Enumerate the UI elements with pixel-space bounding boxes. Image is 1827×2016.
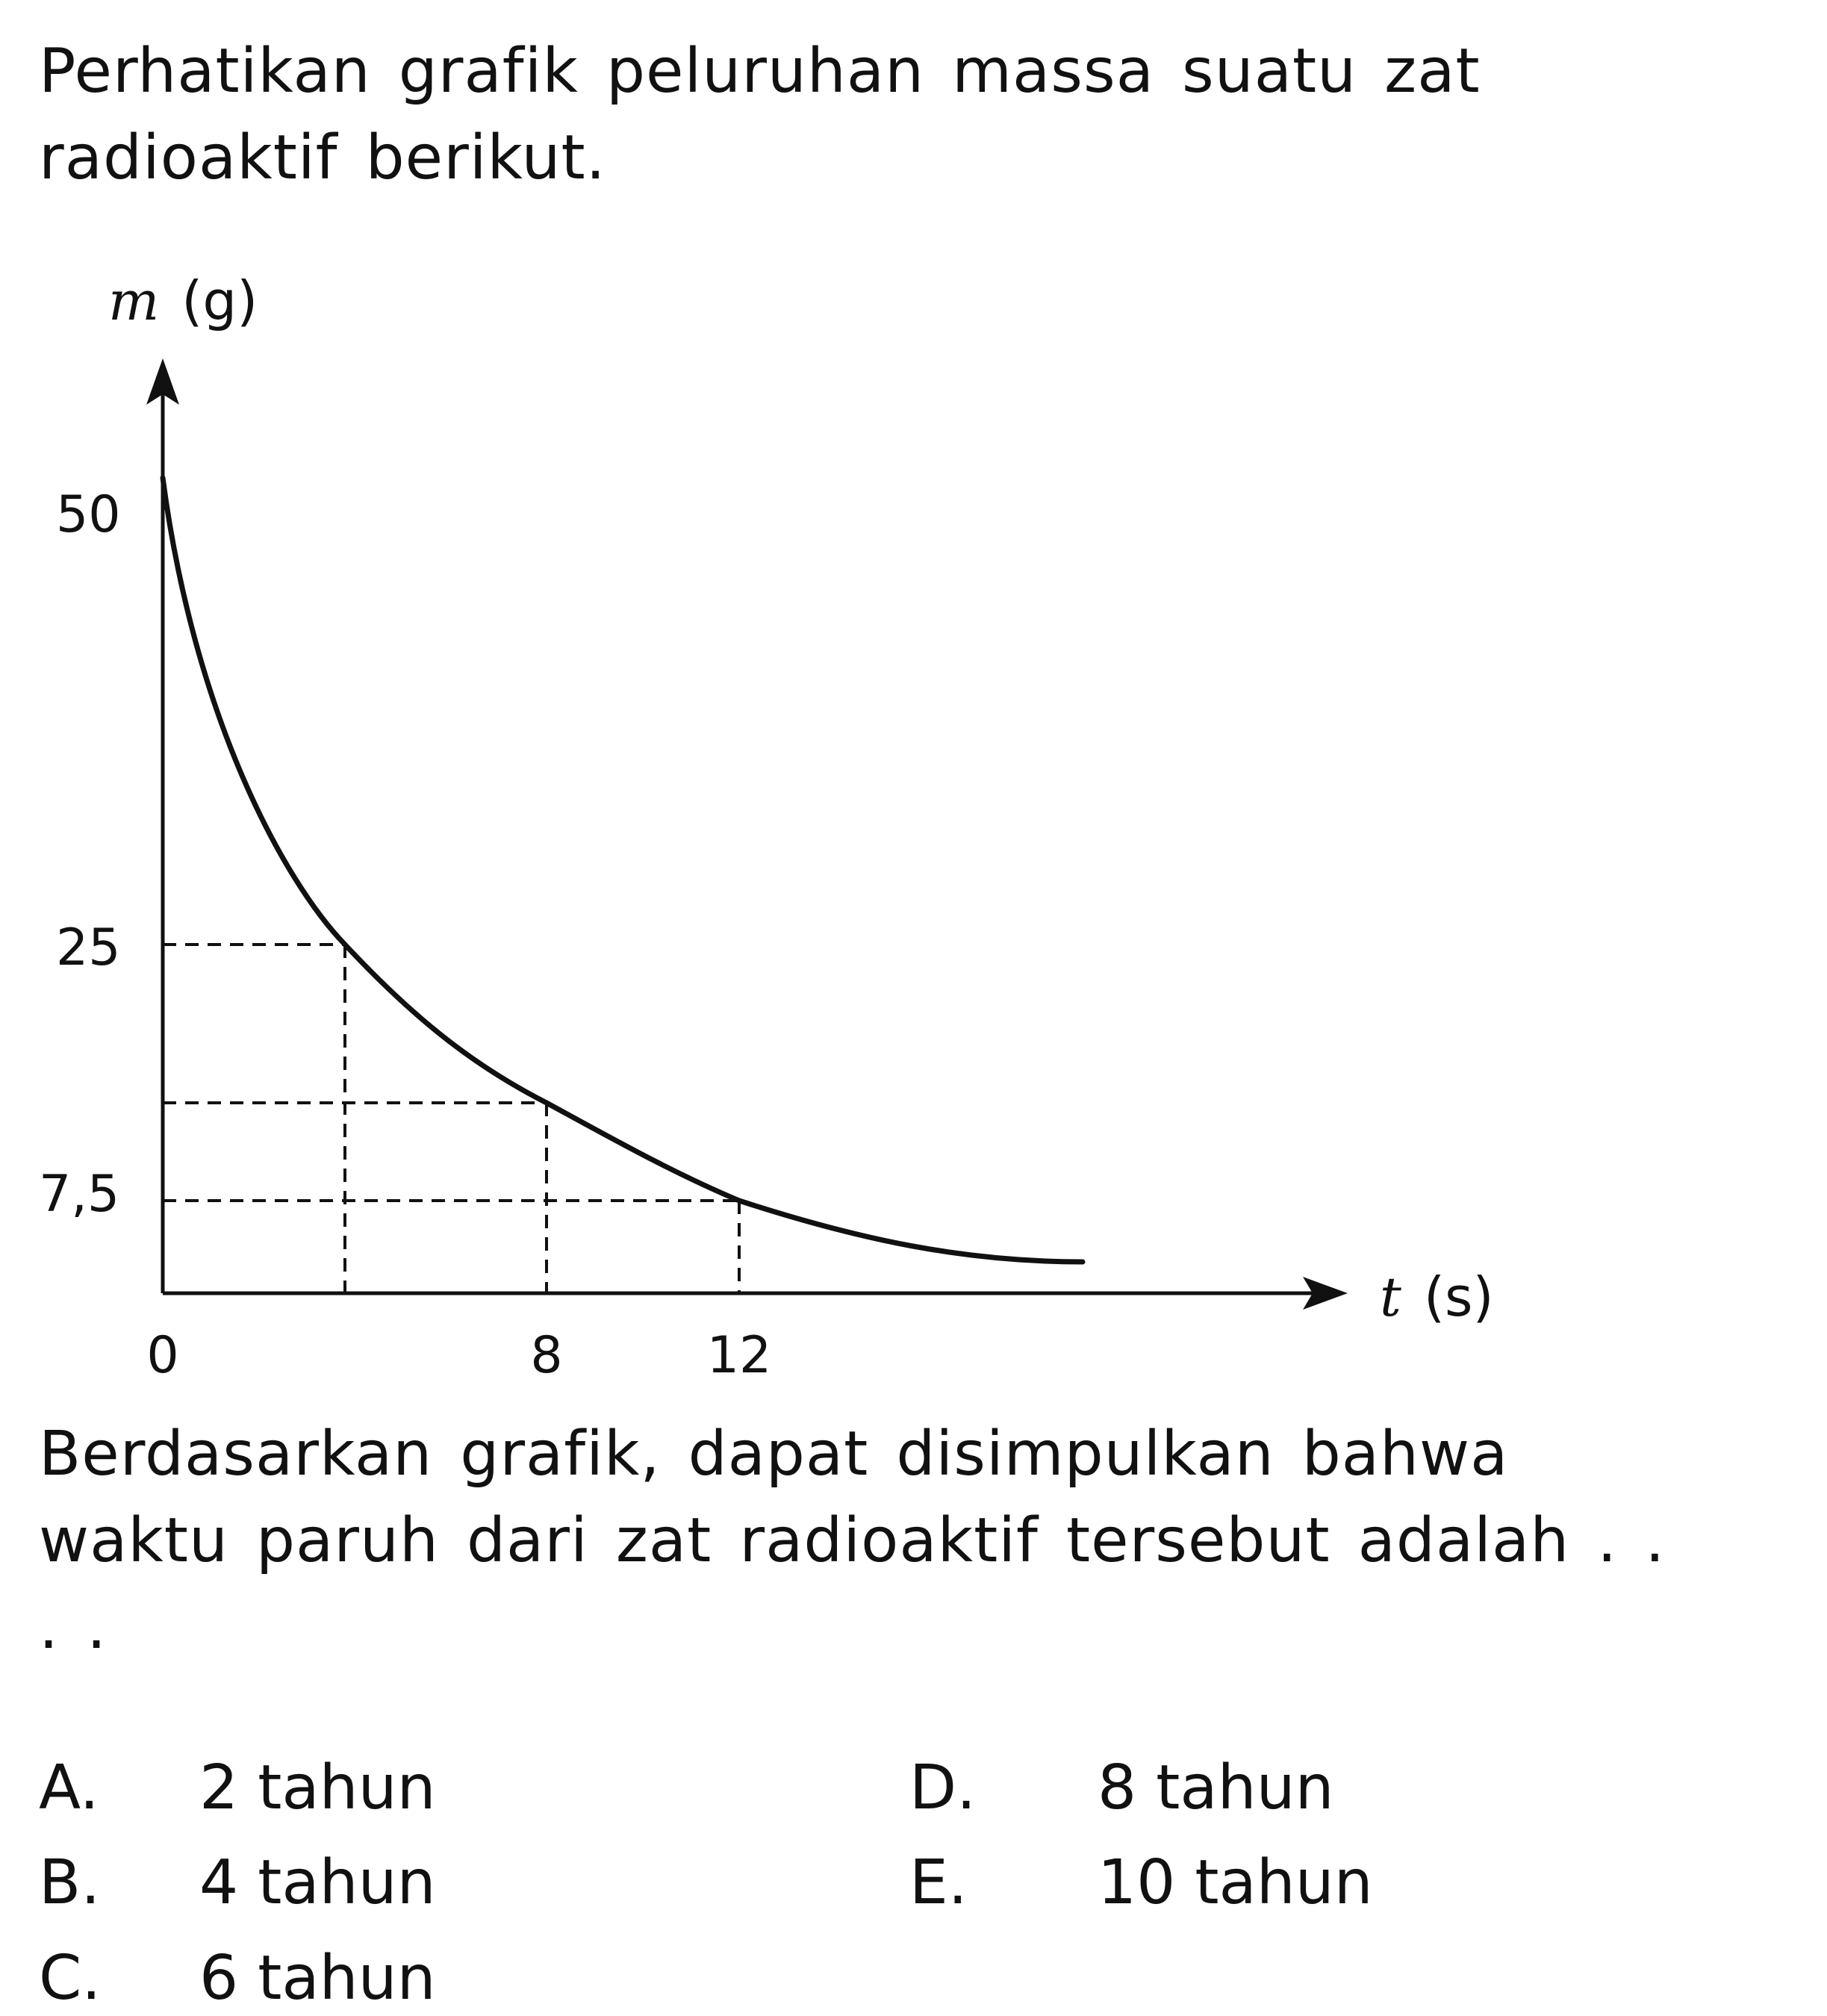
y-tick-label-50: 50 [56, 485, 121, 544]
option-d-text: 8 tahun [1098, 1752, 1334, 1823]
option-a-letter: A. [39, 1752, 99, 1823]
x-axis-label [1380, 1266, 1494, 1328]
x-tick-label-8: 8 [530, 1326, 563, 1385]
option-b-text: 4 tahun [199, 1847, 436, 1918]
decay-graph [0, 246, 1827, 1411]
option-e-letter: E. [909, 1847, 968, 1918]
x-tick-label-0: 0 [146, 1326, 179, 1385]
y-tick-label-7-5: 7,5 [39, 1165, 120, 1224]
question-intro: Perhatikan grafik peluruhan massa suatu zat radioaktif berikut. [39, 36, 1481, 193]
y-axis-label-unit: (g) [181, 270, 258, 332]
option-d-letter: D. [909, 1752, 977, 1823]
option-a-text: 2 tahun [199, 1752, 436, 1823]
x-axis-label-var: t [1380, 1266, 1401, 1328]
option-d[interactable] [909, 1751, 1334, 1826]
option-b[interactable] [39, 1846, 436, 1920]
option-e-text: 10 tahun [1098, 1847, 1373, 1918]
x-tick-label-12: 12 [706, 1326, 772, 1385]
option-c[interactable] [39, 1941, 436, 2016]
option-b-letter: B. [39, 1847, 101, 1918]
question-stem: Berdasarkan grafik, dapat disimpulkan bahwa waktu paruh dari zat radioaktif tersebut adalah . . . . [39, 1419, 1666, 1663]
option-e[interactable] [909, 1846, 1373, 1920]
decay-curve [163, 478, 1083, 1262]
x-axis-label-unit: (s) [1423, 1266, 1494, 1328]
y-axis-label-var: m [108, 270, 160, 332]
option-c-letter: C. [39, 1943, 102, 2014]
y-axis-label [108, 270, 258, 332]
y-tick-label-25: 25 [56, 918, 121, 977]
option-c-text: 6 tahun [199, 1943, 436, 2014]
option-a[interactable] [39, 1751, 436, 1826]
